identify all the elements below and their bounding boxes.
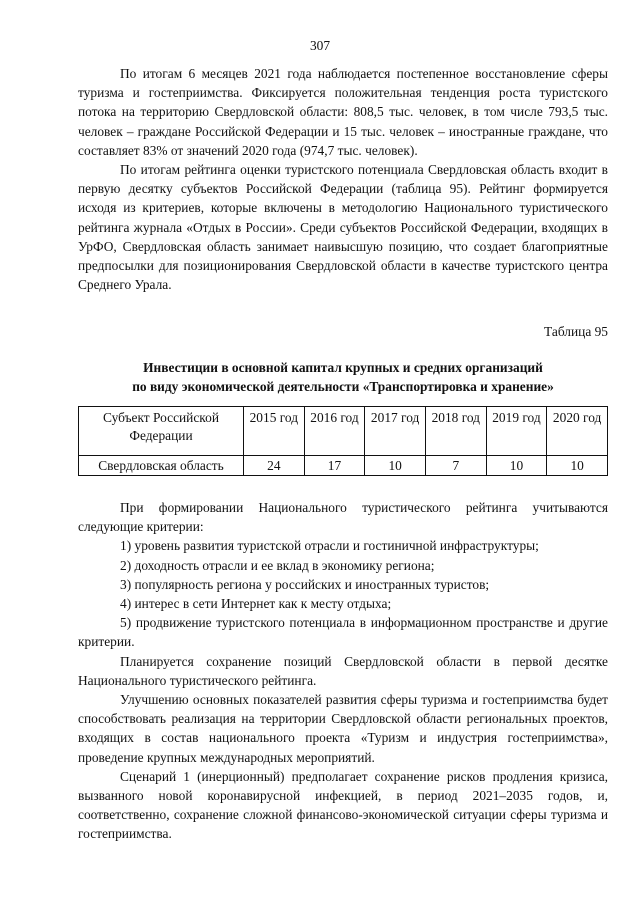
header-year: 2019 год bbox=[486, 407, 547, 456]
paragraph-tourism-recovery: По итогам 6 месяцев 2021 года наблюдается постепенное восстановление сферы туризма и гостеприимства. Фиксируется положительная тенденция роста туристского потока на территорию Свердловской области: 808,5 тыс. человек, в том числе 793,5 тыс. человек – граждане Российской Федерации и 15 тыс. человек – иностранные граждане, что составляет 83% от значений 2020 года (974,7 тыс. человек). bbox=[78, 66, 608, 158]
table-row bbox=[79, 456, 608, 476]
criteria-item: 3) популярность региона у российских и иностранных туристов; bbox=[120, 576, 490, 592]
paragraph-improvement: Улучшению основных показателей развития сферы туризма и гостеприимства будет способствовать реализация на территории Свердловской области региональных проектов, входящих в состав национального проекта «Туризм и индустрия гостеприимства», проведение крупных международных мероприятий. bbox=[78, 692, 608, 765]
header-subject: Субъект Российской Федерации bbox=[79, 407, 244, 456]
header-year: 2018 год bbox=[425, 407, 486, 456]
row-value: 7 bbox=[425, 456, 486, 476]
criteria-item: 4) интерес в сети Интернет как к месту отдыха; bbox=[120, 596, 392, 612]
investment-table bbox=[78, 406, 608, 476]
table-label: Таблица 95 bbox=[544, 324, 608, 339]
criteria-item: 1) уровень развития туристской отрасли и гостиничной инфраструктуры; bbox=[120, 538, 539, 554]
criteria-item: 2) доходность отрасли и ее вклад в экономику региона; bbox=[120, 557, 435, 573]
paragraph-scenario-1: Сценарий 1 (инерционный) предполагает сохранение рисков продления кризиса, вызванного новой коронавирусной инфекцией, в период 2021–2035 годов, и, соответственно, сохранение сложной финансово-экономической ситуации сферы туризма и гостеприимства. bbox=[78, 768, 608, 842]
header-year: 2016 год bbox=[304, 407, 365, 456]
criteria-intro: При формировании Национального туристического рейтинга учитываются следующие критерии: bbox=[78, 500, 608, 535]
criteria-section bbox=[78, 498, 608, 844]
table-title bbox=[78, 358, 608, 396]
row-value: 10 bbox=[486, 456, 547, 476]
row-value: 17 bbox=[304, 456, 365, 476]
row-value: 10 bbox=[547, 456, 608, 476]
intro-section bbox=[78, 64, 608, 294]
paragraph-position-plan: Планируется сохранение позиций Свердловской области в первой десятке Национального туристического рейтинга. bbox=[78, 653, 608, 688]
paragraph-rating: По итогам рейтинга оценки туристского потенциала Свердловская область входит в первую десятку субъектов Российской Федерации (таблица 95). Рейтинг формируется исходя из критериев, которые включены в методологию Национального туристического рейтинга журнала «Отдых в России». Среди субъектов Российской Федерации, входящих в УрФО, Свердловская область занимает наивысшую позицию, что создает благоприятные предпосылки для позиционирования Свердловской области в качестве туристского центра Среднего Урала. bbox=[78, 162, 608, 293]
row-value: 24 bbox=[244, 456, 305, 476]
table-title-line-1: Инвестиции в основной капитал крупных и средних организаций bbox=[143, 360, 543, 375]
table-title-line-2: по виду экономической деятельности «Транспортировка и хранение» bbox=[132, 379, 554, 395]
row-subject: Свердловская область bbox=[79, 456, 244, 476]
row-value: 10 bbox=[365, 456, 426, 476]
criteria-item: 5) продвижение туристского потенциала в информационном пространстве и другие критерии. bbox=[78, 615, 608, 650]
header-year: 2020 год bbox=[547, 407, 608, 456]
header-year: 2015 год bbox=[244, 407, 305, 456]
header-year: 2017 год bbox=[365, 407, 426, 456]
table-header-row bbox=[79, 407, 608, 456]
page-number: 307 bbox=[309, 38, 331, 53]
